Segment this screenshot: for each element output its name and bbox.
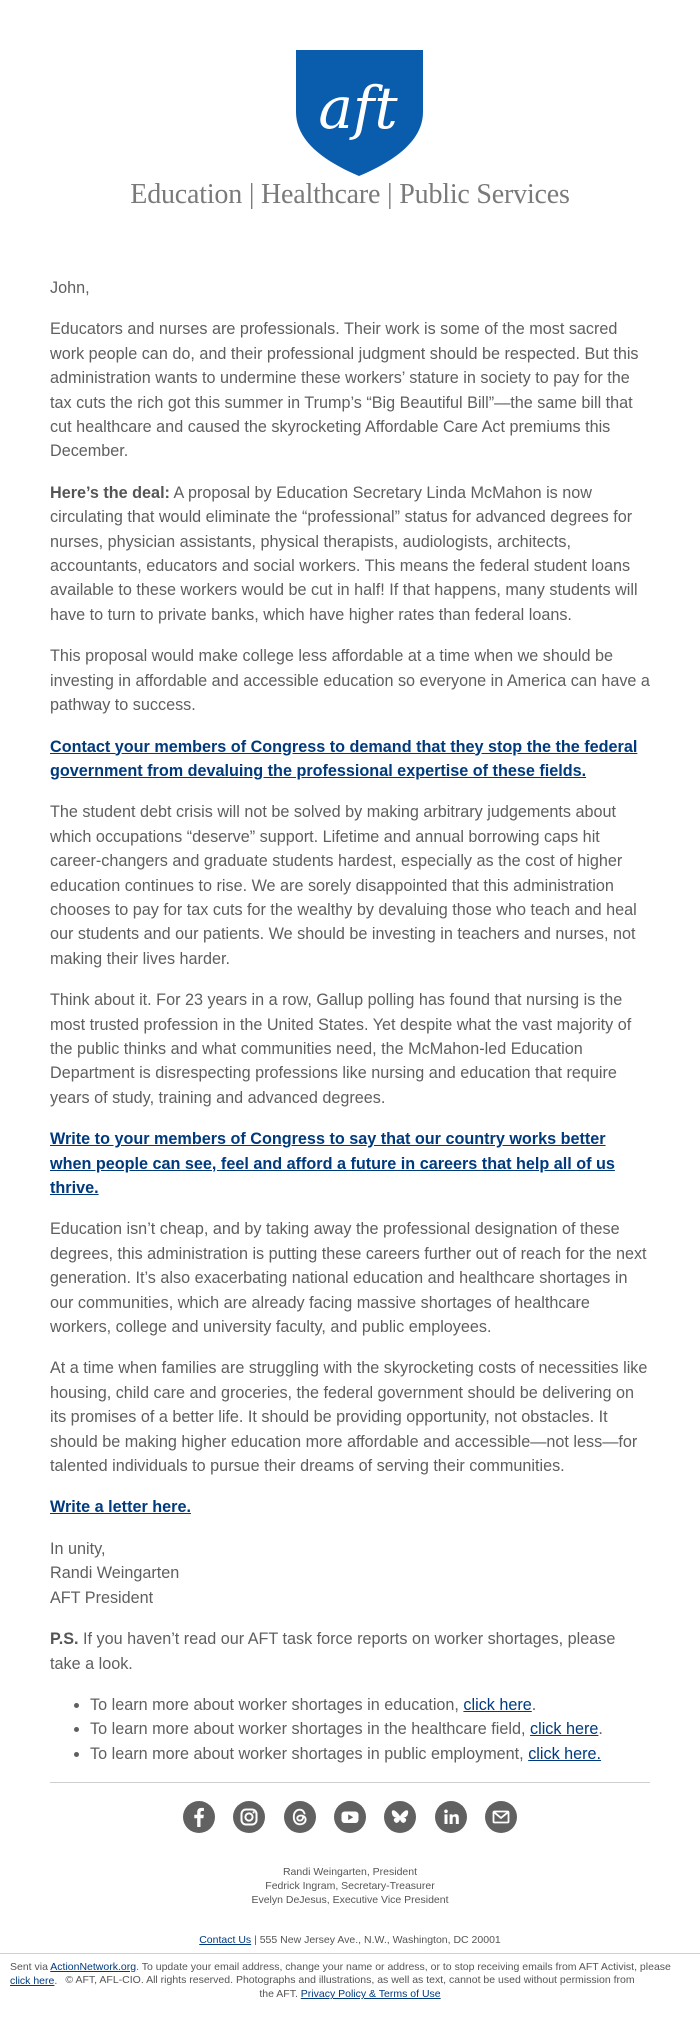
officer-president: Randi Weingarten, President	[282, 1866, 418, 1879]
paragraph-deal	[50, 481, 650, 627]
address-text: | 555 New Jersey Ave., N.W., Washington, DC 20001	[251, 1934, 501, 1947]
ps-lead: P.S.	[50, 1630, 79, 1649]
privacy-policy-link[interactable]: Privacy Policy & Terms of Use	[300, 1988, 441, 2001]
youtube-icon[interactable]	[334, 1801, 366, 1833]
threads-icon[interactable]	[284, 1801, 316, 1833]
email-body	[0, 276, 700, 1766]
social-links	[0, 1801, 700, 1835]
public-employment-report-link[interactable]: click here.	[528, 1744, 602, 1763]
officer-secretary: Fedrick Ingram, Secretary-Treasurer	[265, 1880, 435, 1893]
instagram-icon[interactable]	[233, 1801, 265, 1833]
contact-us-link[interactable]: Contact Us	[199, 1934, 252, 1947]
bluesky-icon[interactable]	[384, 1801, 416, 1833]
greeting: John,	[50, 279, 90, 297]
healthcare-report-link[interactable]: click here	[530, 1720, 599, 1739]
linkedin-icon[interactable]	[435, 1801, 467, 1833]
contact-congress-link[interactable]: Contact your members of Congress to demand that they stop the the federal government from devaluing the professional expertise of these fields.	[50, 737, 638, 780]
list-item: • To learn more about worker shortages in public employment, click here.	[90, 1742, 650, 1766]
paragraph-education-cost: Education isn’t cheap, and by taking away the professional designation of these degrees, this administration is putting these careers further out of reach for the next generation. It’s also exacerbating national education and healthcare shortages in our communities, which are already facing massive shortages of healthcare workers, college and university faculty, and public employees.	[50, 1220, 647, 1337]
sent-via-bar	[0, 1953, 700, 1988]
ps-text: If you haven’t read our AFT task force reports on worker shortages, please take a look.	[50, 1630, 616, 1673]
deal-lead: Here’s the deal:	[50, 483, 170, 502]
signoff: In unity,	[50, 1539, 106, 1558]
aft-shield-icon	[292, 50, 427, 176]
action-network-link[interactable]: ActionNetwork.org	[50, 1961, 137, 1973]
address-line	[0, 1933, 700, 1947]
education-report-link[interactable]: click here	[463, 1695, 532, 1714]
unsubscribe-link[interactable]: click here	[10, 1975, 55, 1987]
paragraph-debt-crisis: The student debt crisis will not be solved by making arbitrary judgements about which occupations “deserve” support. Lifetime and annual borrowing caps hit career-changers and graduate students hardest, especially as the cost of higher education continues to rise. We are sorely disappointed that this administration chooses to pay for tax cuts for the wealthy by devaluing those who teach and heal our students and our patients. We should be investing in teachers and nurses, not making their lives harder.	[50, 803, 637, 968]
copyright-text: © AFT, AFL-CIO. All rights reserved. Photographs and illustrations, as well as text, cannot be used without permission from the AFT.	[65, 1974, 635, 2001]
sent-via-text: Sent via ActionNetwork.org. To update your email address, change your name or address, or to stop receiving emails from AFT Activist, please click here.	[10, 1961, 671, 1987]
postscript	[50, 1627, 650, 1676]
signature	[50, 1537, 650, 1610]
email-icon[interactable]	[485, 1801, 517, 1833]
svg-text:aft: aft	[318, 74, 398, 142]
email-header	[0, 0, 700, 252]
signer-name: Randi Weingarten	[50, 1564, 180, 1583]
divider	[50, 1782, 650, 1783]
signer-title: AFT President	[50, 1588, 154, 1607]
paragraph-affordability: This proposal would make college less affordable at a time when we should be investing in affordable and accessible education so everyone in America can have a pathway to success.	[50, 647, 650, 715]
officer-vice-president: Evelyn DeJesus, Executive Vice President	[251, 1894, 449, 1907]
paragraph-gallup: Think about it. For 23 years in a row, Gallup polling has found that nursing is the most trusted profession in the United States. Yet despite what the vast majority of the public thinks and what communities need, the McMahon-led Education Department is disrespecting professions like nursing and education that require years of study, training and advanced degrees.	[50, 991, 632, 1107]
list-item: • To learn more about worker shortages in education, click here.	[90, 1693, 650, 1717]
paragraph-families: At a time when families are struggling with the skyrocketing costs of necessities like housing, child care and groceries, the federal government should be delivering on its promises of a better life. It should be providing opportunity, not obstacles. It should be making higher education more affordable and accessible—not less—for talented individuals to pursue their dreams of serving their communities.	[50, 1359, 648, 1476]
write-congress-link[interactable]: Write to your members of Congress to say that our country works better when people can see, feel and afford a future in careers that help all of us thrive.	[50, 1130, 615, 1197]
officers-list	[0, 1865, 700, 1907]
list-item: • To learn more about worker shortages in the healthcare field, click here.	[90, 1717, 650, 1741]
tagline: Education | Healthcare | Public Services	[130, 179, 570, 210]
report-links-list	[50, 1693, 650, 1766]
write-letter-link[interactable]: Write a letter here.	[50, 1498, 191, 1517]
facebook-icon[interactable]	[183, 1801, 215, 1833]
deal-text: A proposal by Education Secretary Linda McMahon is now circulating that would eliminate the “professional” status for advanced degrees for nurses, physician assistants, physical therapists, audiologists, architects, accountants, educators and social workers. This means the federal student loans available to these workers would be cut in half! If that happens, many students will have to turn to private banks, which have higher rates than federal loans.	[50, 483, 638, 624]
paragraph-intro: Educators and nurses are professionals. Their work is some of the most sacred work people can do, and their professional judgment should be respected. But this administration wants to undermine these workers’ stature in society to pay for the tax cuts the rich got this summer in Trump’s “Big Beautiful Bill”—the same bill that cut healthcare and caused the skyrocketing Affordable Care Act premiums this December.	[50, 320, 639, 461]
aft-logo[interactable]	[292, 50, 427, 176]
